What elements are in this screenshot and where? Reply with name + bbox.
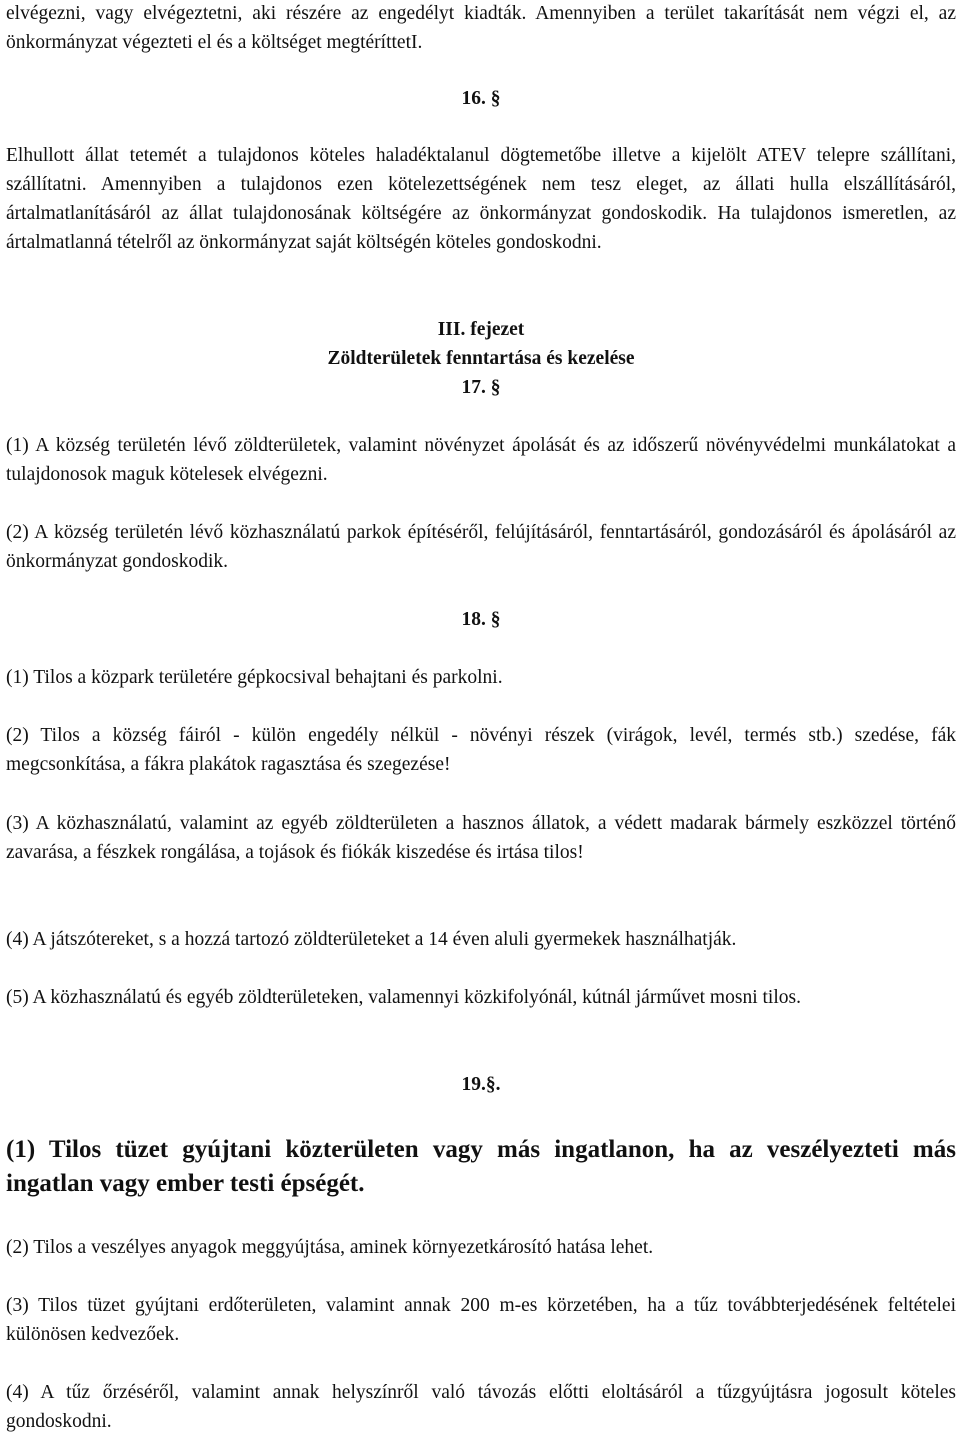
section-19-paragraph-3: (3) Tilos tüzet gyújtani erdőterületen, valamint annak 200 m-es körzetében, ha a tűz továbbterjedésének feltételei különösen kedvezőek. [6,1295,956,1345]
section-18-paragraph-5: (5) A közhasználatú és egyéb zöldterületeken, valamennyi közkifolyónál, kútnál járművet mosni tilos. [6,987,801,1008]
section-18-heading: 18. § [461,609,501,630]
section-19-paragraph-4: (4) A tűz őrzéséről, valamint annak helyszínről való távozás előtti eloltásáról a tűzgyújtásra jogosult köteles gondoskodni. [6,1382,956,1432]
chapter-title: III. fejezet [437,319,525,340]
section-18-paragraph-3: (3) A közhasználatú, valamint az egyéb zöldterületen a hasznos állatok, a védett madarak bármely eszközzel történő zavarása, a fészkek rongálása, a tojások és fiókák kiszedése és irtása tilos! [6,813,956,863]
paragraph-intro: elvégezni, vagy elvégeztetni, aki részére az engedélyt kiadták. Amennyiben a terület takarítását nem végzi el, az önkormányzat végezteti el és a költséget megtéríttetI. [6,3,956,53]
section-18-paragraph-1: (1) Tilos a közpark területére gépkocsival behajtani és parkolni. [6,667,503,688]
section-16-paragraph: Elhullott állat tetemét a tulajdonos köteles haladéktalanul dögtemetőbe illetve a kijelölt ATEV telepre szállítani, szállítatni. Amennyiben a tulajdonos ezen kötelezettségének nem tesz eleget, az állati hulla elszállításáról, ártalmatlanításáról az állat tulajdonosának költségére az önkormányzat gondoskodik. Ha tulajdonos ismeretlen, az ártalmatlanná tételről az önkormányzat saját költségén köteles gondoskodni. [6,145,956,253]
section-17-heading: 17. § [461,377,501,398]
section-18-paragraph-4: (4) A játszótereket, s a hozzá tartozó zöldterületeket a 14 éven aluli gyermekek használhatják. [6,929,737,950]
chapter-subtitle: Zöldterületek fenntartása és kezelése [327,348,635,369]
section-19-paragraph-1: (1) Tilos tüzet gyújtani közterületen vagy más ingatlanon, ha az veszélyezteti más ingatlan vagy ember testi épségét. [6,1136,956,1197]
section-19-heading: 19.§. [461,1074,501,1095]
section-19-paragraph-2: (2) Tilos a veszélyes anyagok meggyújtása, aminek környezetkárosító hatása lehet. [6,1237,654,1258]
section-16-heading: 16. § [461,88,501,109]
section-17-paragraph-1: (1) A község területén lévő zöldterületek, valamint növényzet ápolását és az időszerű növényvédelmi munkálatokat a tulajdonosok maguk kötelesek elvégezni. [6,435,956,485]
section-18-paragraph-2: (2) Tilos a község fáiról - külön engedély nélkül - növényi részek (virágok, levél, termés stb.) szedése, fák megcsonkítása, a fákra plakátok ragasztása és szegezése! [6,725,956,775]
section-17-paragraph-2: (2) A község területén lévő közhasználatú parkok építéséről, felújításáról, fenntartásáról, gondozásáról és ápolásáról az önkormányzat gondoskodik. [6,522,956,572]
